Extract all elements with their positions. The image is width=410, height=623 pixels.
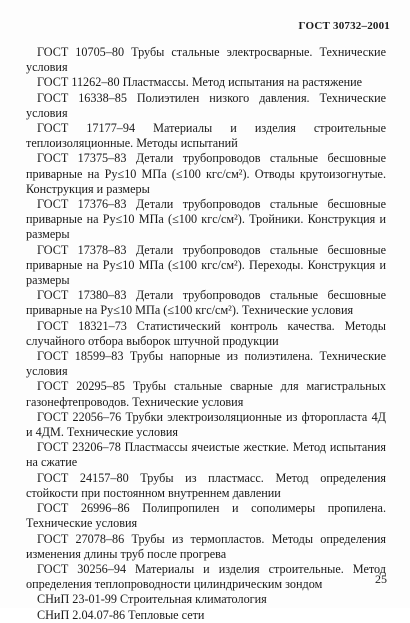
reference-entry: ГОСТ 11262–80 Пластмассы. Метод испытания на растяжение (37, 75, 363, 90)
reference-entry: ГОСТ 17375–83 Детали трубопроводов стальные бесшовные приварные на Pу≤10 МПа (≤100 кгс/см²). Отводы крутоизогнутые. Конструкция и размеры (26, 151, 386, 196)
reference-entry: ГОСТ 26996–86 Полипропилен и сополимеры пропилена. Технические условия (26, 501, 386, 531)
reference-entry: ГОСТ 20295–85 Трубы стальные сварные для магистральных газонефтепроводов. Технические условия (26, 379, 386, 409)
document-header: ГОСТ 30732–2001 (298, 20, 390, 32)
reference-entry: ГОСТ 27078–86 Трубы из термопластов. Методы определения изменения длины труб после прогрева (26, 531, 386, 561)
reference-entry: ГОСТ 17380–83 Детали трубопроводов стальные бесшовные приварные на Pу≤10 МПа (≤100 кгс/см²). Технические условия (26, 288, 386, 318)
reference-entry: ГОСТ 30256–94 Материалы и изделия строительные. Метод определения теплопроводности цилиндрическим зондом (26, 561, 386, 592)
page-number: 25 (375, 572, 387, 586)
reference-entry: ГОСТ 10705–80 Трубы стальные электросварные. Технические условия (26, 45, 386, 75)
reference-entry: ГОСТ 17376–83 Детали трубопроводов стальные бесшовные приварные на Pу≤10 МПа (≤100 кгс/см²). Тройники. Конструкция и размеры (26, 197, 386, 242)
reference-entry: ГОСТ 18599–83 Трубы напорные из полиэтилена. Технические условия (26, 349, 386, 379)
reference-entry: ГОСТ 18321–73 Статистический контроль качества. Методы случайного отбора выборок штучной продукции (26, 318, 386, 348)
reference-entry: ГОСТ 17177–94 Материалы и изделия строительные теплоизоляционные. Методы испытаний (26, 121, 386, 151)
reference-entry: ГОСТ 22056–76 Трубки электроизоляционные из фторопласта 4Д и 4ДМ. Технические условия (26, 409, 386, 440)
reference-entry: ГОСТ 17378–83 Детали трубопроводов стальные бесшовные приварные на Pу≤10 МПа (≤100 кгс/см²). Переходы. Конструкция и размеры (26, 242, 386, 288)
reference-entry: СНиП 2.04.07-86 Тепловые сети (37, 607, 205, 622)
reference-entry: ГОСТ 23206–78 Пластмассы ячеистые жесткие. Метод испытания на сжатие (26, 440, 386, 470)
references-list (26, 45, 386, 623)
reference-entry: ГОСТ 16338–85 Полиэтилен низкого давления. Технические условия (26, 90, 386, 120)
reference-entry: ГОСТ 24157–80 Трубы из пластмасс. Метод определения стойкости при постоянном внутреннем давлении (26, 470, 386, 500)
reference-entry: СНиП 23-01-99 Строительная климатология (37, 592, 267, 607)
